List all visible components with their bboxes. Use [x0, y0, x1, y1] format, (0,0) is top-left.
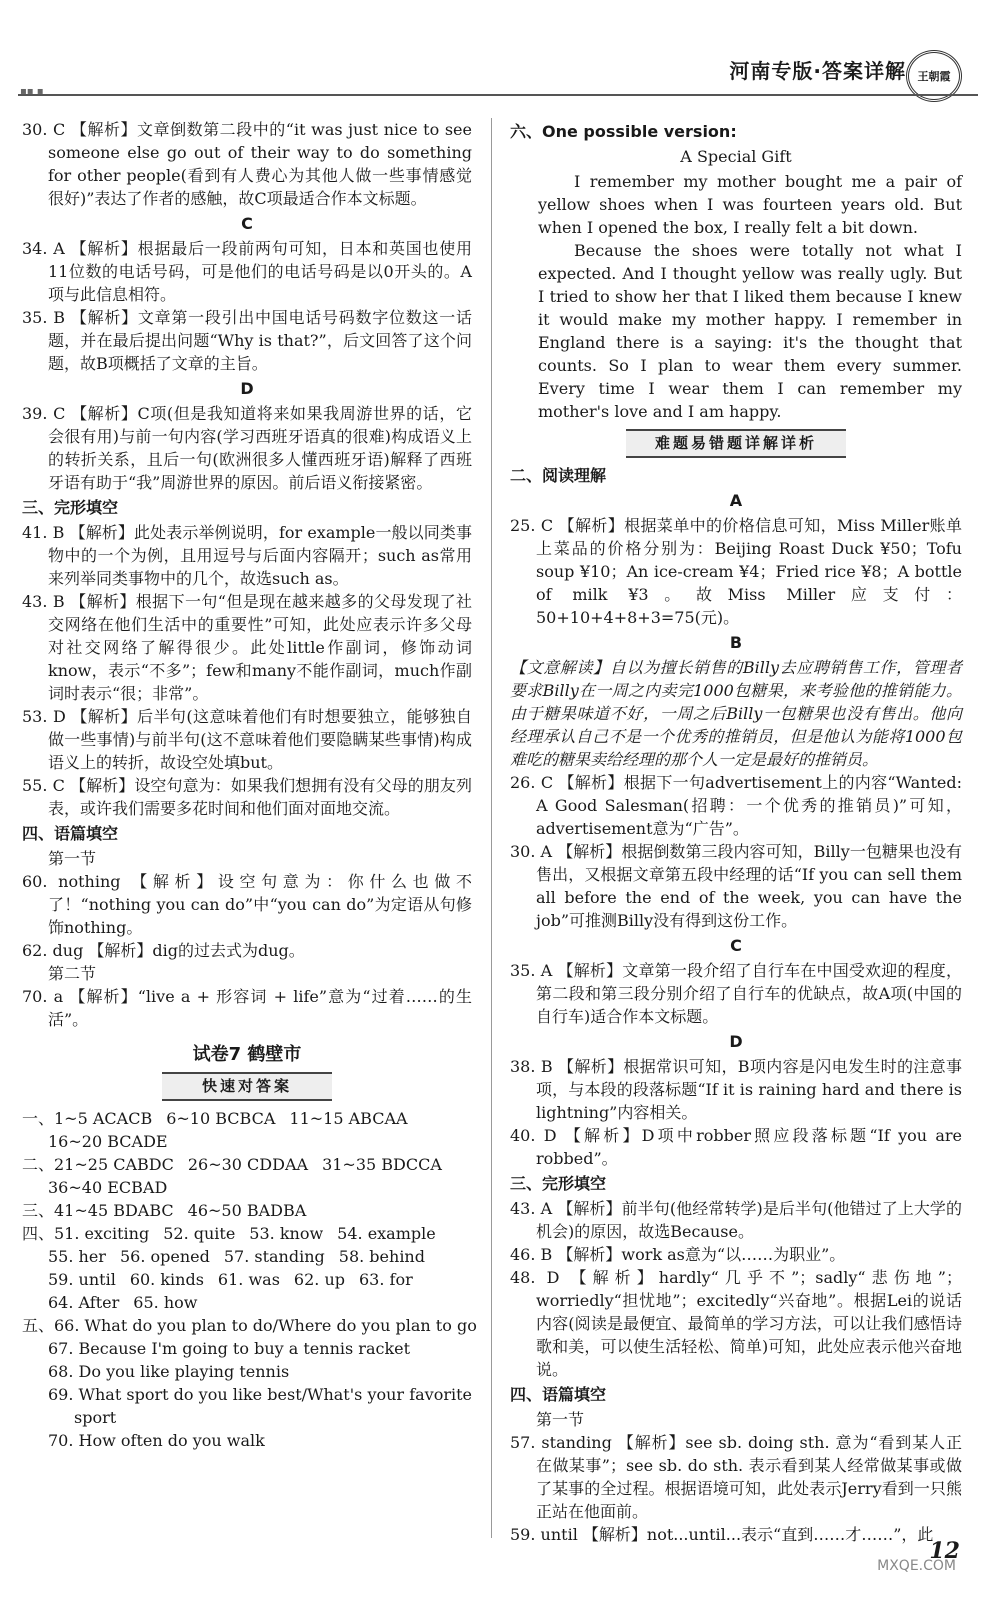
- answer-group: 53. know: [249, 1224, 324, 1243]
- watermark: MXQE.COM: [877, 1558, 956, 1574]
- answer-item: 26. C 【解析】根据下一句advertisement上的内容“Wanted: A Good Salesman(招聘：一个优秀的推销员)”可知，advertisement意为“广告”。: [510, 773, 962, 838]
- part-heading: 第一节: [48, 849, 97, 868]
- answer-item: 70. a 【解析】“live a + 形容词 + life”意为“过着……的生活”。: [22, 987, 472, 1029]
- answer-item: 41. B 【解析】此处表示举例说明，for example一般以同类事物中的一个为例，且用逗号与后面内容隔开；such as常用来列举同类事物中的几个，故选such as。: [22, 523, 472, 588]
- answer-item: 59. until 【解析】not...until...表示“直到……才……”，此: [510, 1525, 934, 1544]
- answer-group: 11~15 ABCAA: [289, 1109, 408, 1128]
- answer-group: 61. was: [217, 1270, 280, 1289]
- passage-heading: C: [241, 214, 253, 233]
- answer-row: [22, 1222, 472, 1245]
- answer-item: 38. B 【解析】根据常识可知，B项内容是闪电发生时的注意事项，与本段的段落标题“If it is raining hard and there is lightning”内容相关。: [510, 1057, 962, 1122]
- section-heading: 四、语篇填空: [510, 1385, 607, 1404]
- answer-group: 65. how: [133, 1293, 198, 1312]
- answer-group: 二、21~25 CABDC: [22, 1155, 174, 1174]
- answer-group: 57. standing: [223, 1247, 325, 1266]
- answer-group: 60. kinds: [129, 1270, 204, 1289]
- answer-row: [22, 1268, 472, 1291]
- left-column: [22, 118, 477, 1452]
- answer-group: 59. until: [48, 1270, 116, 1289]
- answer-item: 35. A 【解析】文章第一段介绍了自行车在中国受欢迎的程度，第二段和第三段分别介绍了自行车的优缺点，故A项(中国的自行车)适合作本文标题。: [510, 961, 962, 1026]
- publisher-logo: 王朝霞: [906, 50, 962, 102]
- answer-group: 26~30 CDDAA: [187, 1155, 309, 1174]
- answer-item: 48. D 【解析】hardly“几乎不”；sadly“悲伤地”；worriedly“担忧地”；excitedly“兴奋地”。根据Lei的说话内容(阅读是最便宜、最简单的学习方法，可以让我们感悟诗歌和美，可以使生活轻松、简单)可知，此处应表示他兴奋地说。: [510, 1268, 962, 1379]
- answer-group: 64. After: [48, 1293, 120, 1312]
- answer-group: 52. quite: [163, 1224, 236, 1243]
- answer-group: 58. behind: [338, 1247, 425, 1266]
- hard-question-banner: 难题易错题详解详析: [626, 429, 846, 458]
- answer-item: 39. C 【解析】C项(但是我知道将来如果我周游世界的话，它会很有用)与前一句内容(学习西班牙语真的很难)构成语义上的转折关系，且后一句(欧洲很多人懂西班牙语)解释了西班牙语有助于“我”周游世界的原因。前后语义衔接紧密。: [22, 404, 472, 492]
- section-heading: 四、语篇填空: [22, 824, 119, 843]
- answer-group: 31~35 BDCCA: [322, 1155, 442, 1174]
- answer-item: 43. B 【解析】根据下一句“但是现在越来越多的父母发现了社交网络在他们生活中的重要性”可知，此处应表示许多父母对社交网络了解得很少。此处little作副词，修饰动词know，表示“不多”；few和many不能作副词，much作副词时表示“很；非常”。: [22, 592, 472, 703]
- essay-paragraph: I remember my mother bought me a pair of yellow shoes when I was fourteen years old. But when I opened the box, I really felt a bit down.: [538, 172, 962, 237]
- answer-item: 34. A 【解析】根据最后一段前两句可知，日本和英国也使用11位数的电话号码，可是他们的电话号码是以0开头的。A项与此信息相符。: [22, 239, 472, 304]
- right-column: [510, 118, 962, 1546]
- passage-heading: D: [240, 379, 254, 398]
- answer-row: [22, 1107, 472, 1130]
- essay-paragraph: Because the shoes were totally not what I expected. And I thought yellow was really ugly. But I tried to show her that I liked them because I knew it would make my mother happy. I remember in England there is a saying: it's the thought that counts. So I plan to wear them every summer. Every time I wear them I can remember my mother's love and I am happy.: [538, 241, 962, 421]
- answer-row: 67. Because I'm going to buy a tennis racket: [48, 1339, 411, 1358]
- header-decoration: ▪▪ ▪: [20, 86, 44, 97]
- answer-row: [22, 1176, 472, 1199]
- quick-answer-banner: 快速对答案: [162, 1072, 332, 1101]
- paper-title: 试卷7 鹤壁市: [192, 1044, 302, 1065]
- part-heading: 第一节: [536, 1410, 585, 1429]
- answer-group: 54. example: [337, 1224, 436, 1243]
- answer-group: 63. for: [358, 1270, 413, 1289]
- answer-item: 55. C 【解析】设空句意为：如果我们想拥有没有父母的朋友列表，或许我们需要多花时间和他们面对面地交流。: [22, 776, 472, 818]
- header-rule: [18, 94, 978, 96]
- answer-group: 四、51. exciting: [22, 1224, 150, 1243]
- answer-group: 6~10 BCBCA: [166, 1109, 276, 1128]
- section-heading: 二、阅读理解: [510, 466, 607, 485]
- answer-item: 30. C 【解析】文章倒数第二段中的“it was just nice to see someone else go out of their way to do something for other people(看到有人费心为其他人做一些事情感觉很好)”表达了作者的感触，故C项最适合作本文标题。: [22, 120, 472, 208]
- column-divider: [491, 118, 492, 1538]
- answer-item: 57. standing 【解析】see sb. doing sth. 意为“看到某人正在做某事”；see sb. do sth. 表示看到某人经常做某事或做了某事的全过程。根据语境可知，此处表示Jerry看到一只熊正站在他面前。: [510, 1433, 962, 1521]
- answer-item: 46. B 【解析】work as意为“以……为职业”。: [510, 1245, 846, 1264]
- answer-group: 55. her: [48, 1247, 106, 1266]
- answer-item: 40. D 【解析】D项中robber照应段落标题“If you are robbed”。: [510, 1126, 962, 1168]
- answer-row: [22, 1199, 472, 1222]
- header-label: 河南专版·答案详解: [729, 59, 906, 83]
- part-heading: 第二节: [48, 964, 97, 983]
- answer-group: 46~50 BADBA: [187, 1201, 307, 1220]
- answer-group: 36~40 ECBAD: [48, 1178, 168, 1197]
- answer-item: 25. C 【解析】根据菜单中的价格信息可知，Miss Miller账单上菜品的价格分别为：Beijing Roast Duck ¥50；Tofu soup ¥10；An ice-cream ¥4；Fried rice ¥8；A bottle of milk ¥3。故Miss Miller应支付：50+10+4+8+3=75(元)。: [510, 516, 962, 627]
- section-heading: 三、完形填空: [510, 1174, 607, 1193]
- answer-item: 30. A 【解析】根据倒数第三段内容可知，Billy一包糖果也没有售出，又根据文章第五段中经理的话“If you can sell them all before the end of the week, you can have the job”可推测Billy没有得到这份工作。: [510, 842, 962, 930]
- answer-row: [22, 1153, 472, 1176]
- answer-row: 68. Do you like playing tennis: [48, 1362, 290, 1381]
- answer-group: 一、1~5 ACACB: [22, 1109, 153, 1128]
- answer-row: 五、66. What do you plan to do/Where do you plan to go: [22, 1316, 477, 1335]
- passage-heading: C: [730, 936, 742, 955]
- answer-row: [22, 1291, 472, 1314]
- passage-heading: B: [729, 633, 743, 652]
- answer-row: 70. How often do you walk: [48, 1431, 265, 1450]
- section-heading: 三、完形填空: [22, 498, 119, 517]
- answer-item: 53. D 【解析】后半句(这意味着他们有时想要独立，能够独自做一些事情)与前半句(这不意味着他们要隐瞒某些事情)构成语义上的转折，故设空处填but。: [22, 707, 472, 772]
- answer-row: [22, 1130, 472, 1153]
- answer-item: 43. A 【解析】前半句(他经常转学)是后半句(他错过了上大学的机会)的原因，故选Because。: [510, 1199, 962, 1241]
- passage-heading: D: [729, 1032, 743, 1051]
- answer-group: 16~20 BCADE: [48, 1132, 168, 1151]
- answer-group: 56. opened: [119, 1247, 210, 1266]
- answer-group: 三、41~45 BDABC: [22, 1201, 174, 1220]
- passage-heading: A: [729, 491, 743, 510]
- answer-item: 35. B 【解析】文章第一段引出中国电话号码数字位数这一话题，并在最后提出问题“Why is that?”，后文回答了这个问题，故B项概括了文章的主旨。: [22, 308, 472, 373]
- essay-title: A Special Gift: [680, 147, 792, 166]
- page-number: 12: [929, 1538, 960, 1564]
- answer-item: 60. nothing 【解析】设空句意为：你什么也做不了！“nothing you can do”中“you can do”为定语从句修饰nothing。: [22, 872, 472, 937]
- answer-row: [22, 1245, 472, 1268]
- answer-row: 69. What sport do you like best/What's your favorite sport: [48, 1385, 472, 1427]
- section-heading: 六、One possible version:: [510, 122, 737, 141]
- answer-item: 62. dug 【解析】dig的过去式为dug。: [22, 941, 305, 960]
- answer-group: 62. up: [293, 1270, 345, 1289]
- passage-summary: 【文意解读】自以为擅长销售的Billy去应聘销售工作，管理者要求Billy在一周之内卖完1000包糖果，来考验他的推销能力。由于糖果味道不好，一周之后Billy一包糖果也没有售出。他向经理承认自己不是一个优秀的推销员，但是他认为能将1000包难吃的糖果卖给经理的那个人一定是最好的推销员。: [510, 658, 962, 769]
